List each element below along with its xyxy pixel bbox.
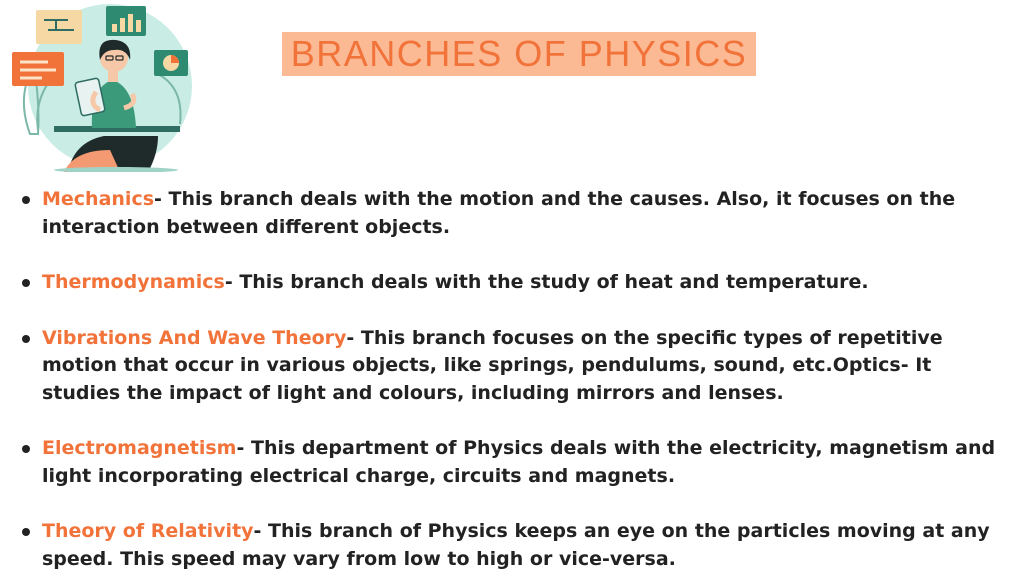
bullet-icon [22, 528, 30, 536]
branch-description: - This branch focuses on the specific types of repetitive motion that occur in various objects, like springs, pendulums, sound, etc.Optics- It studies the impact of light and colours, including mirrors and lenses. [42, 326, 943, 404]
branch-name: Thermodynamics [42, 271, 225, 293]
page-title: BRANCHES OF PHYSICS [290, 33, 748, 74]
branch-description: - This branch of Physics keeps an eye on the particles moving at any speed. This speed may vary from low to high or vice-versa. [42, 520, 990, 570]
title-banner [282, 32, 756, 76]
branch-list [20, 186, 1010, 573]
bullet-icon [22, 335, 30, 343]
branch-name: Electromagnetism [42, 437, 237, 459]
branch-name: Theory of Relativity [42, 520, 254, 542]
branch-description: - This branch deals with the motion and the causes. Also, it focuses on the interaction between different objects. [42, 188, 956, 238]
branch-description: - This department of Physics deals with the electricity, magnetism and light incorporating electrical charge, circuits and magnets. [42, 437, 996, 487]
bullet-icon [22, 279, 30, 287]
list-item [20, 435, 1010, 490]
branch-description: - This branch deals with the study of heat and temperature. [224, 271, 869, 293]
list-item [20, 269, 1010, 297]
bullet-icon [22, 445, 30, 453]
list-item [20, 518, 1010, 573]
list-item [20, 325, 1010, 408]
bullet-icon [22, 196, 30, 204]
woman-with-tablet-and-charts-icon [8, 4, 192, 172]
branch-name: Vibrations And Wave Theory [42, 326, 347, 349]
branch-name: Mechanics [42, 188, 155, 210]
list-item [20, 186, 1010, 241]
